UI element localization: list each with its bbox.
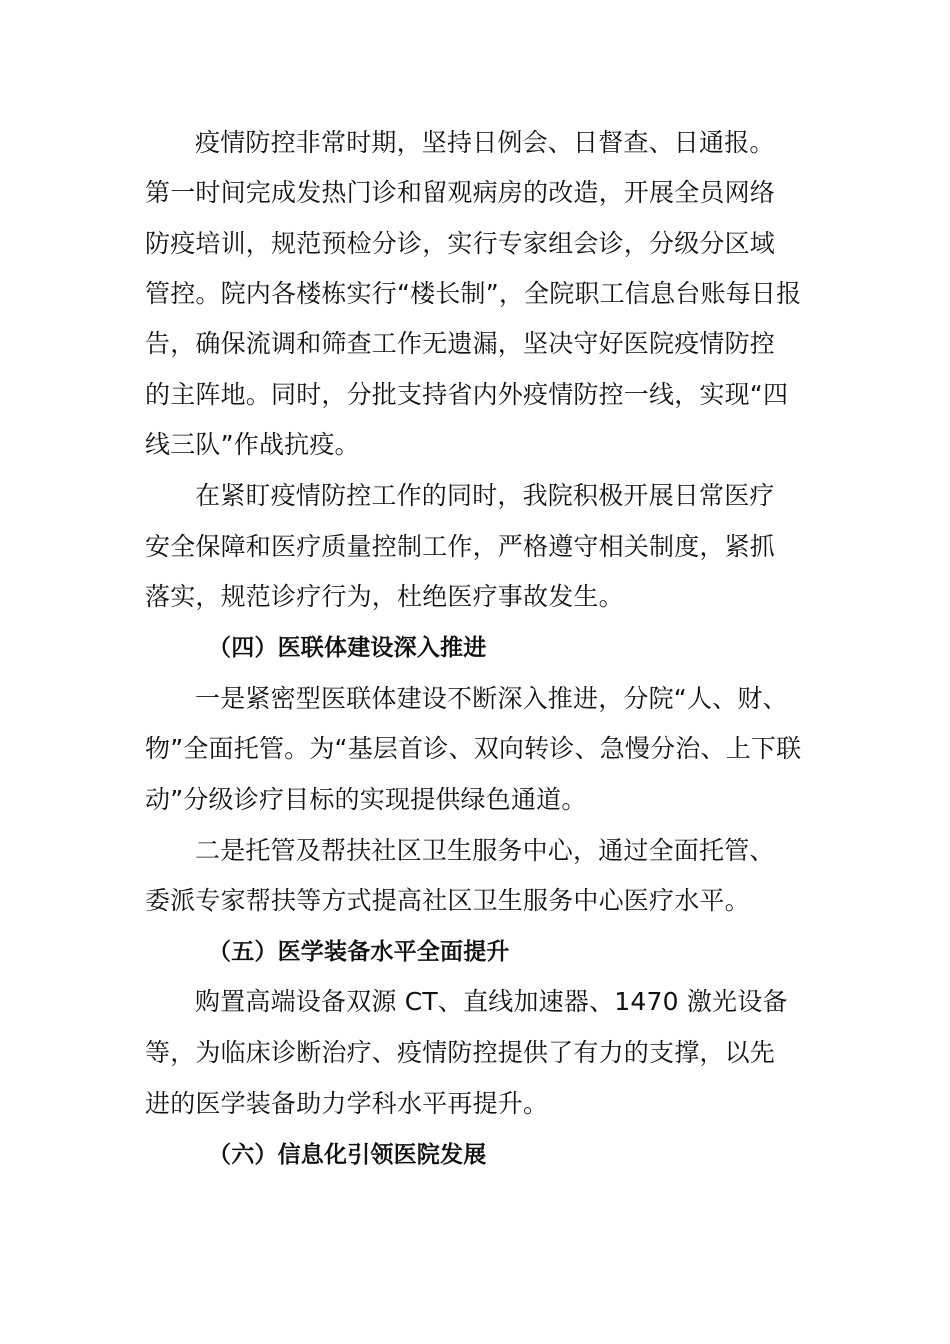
paragraph-5-line-3: 进的医学装备助力学科水平再提升。 [145,1089,549,1118]
paragraph-3-line-2: 物”全面托管。为“基层首诊、双向转诊、急慢分治、上下联 [145,734,802,763]
paragraph-4-line-1: 二是托管及帮扶社区卫生服务中心，通过全面托管、 [195,836,775,865]
paragraph-1-line-1: 疫情防控非常时期，坚持日例会、日督查、日通报。 [195,128,775,157]
paragraph-5-line-1: 购置高端设备双源 CT、直线加速器、1470 激光设备 [195,987,788,1016]
paragraph-2-line-2: 安全保障和医疗质量控制工作，严格遵守相关制度，紧抓 [145,532,776,561]
paragraph-2-line-3: 落实，规范诊疗行为，杜绝医疗事故发生。 [145,582,624,611]
section-heading-5: （五）医学装备水平全面提升 [208,939,510,965]
paragraph-4-line-2: 委派专家帮扶等方式提高社区卫生服务中心医疗水平。 [145,886,750,915]
paragraph-1-line-5: 告，确保流调和筛查工作无遗漏，坚决守好医院疫情防控 [145,329,776,358]
paragraph-1-line-4: 管控。院内各楼栋实行“楼长制”，全院职工信息台账每日报 [145,279,802,308]
paragraph-3-line-1: 一是紧密型医联体建设不断深入推进，分院“人、财、 [195,684,788,713]
paragraph-1-line-6: 的主阵地。同时，分批支持省内外疫情防控一线，实现“四 [145,380,789,409]
paragraph-1-line-3: 防疫培训，规范预检分诊，实行专家组会诊，分级分区域 [145,229,776,258]
paragraph-5-line-2: 等，为临床诊断治疗、疫情防控提供了有力的支撑，以先 [145,1038,776,1067]
paragraph-1-line-2: 第一时间完成发热门诊和留观病房的改造，开展全员网络 [145,178,776,207]
section-heading-6: （六）信息化引领医院发展 [208,1142,487,1168]
section-heading-4: （四）医联体建设深入推进 [208,635,487,661]
paragraph-3-line-3: 动”分级诊疗目标的实现提供绿色通道。 [145,785,587,814]
paragraph-2-line-1: 在紧盯疫情防控工作的同时，我院积极开展日常医疗 [195,481,775,510]
paragraph-1-line-7: 线三队”作战抗疫。 [145,430,360,459]
